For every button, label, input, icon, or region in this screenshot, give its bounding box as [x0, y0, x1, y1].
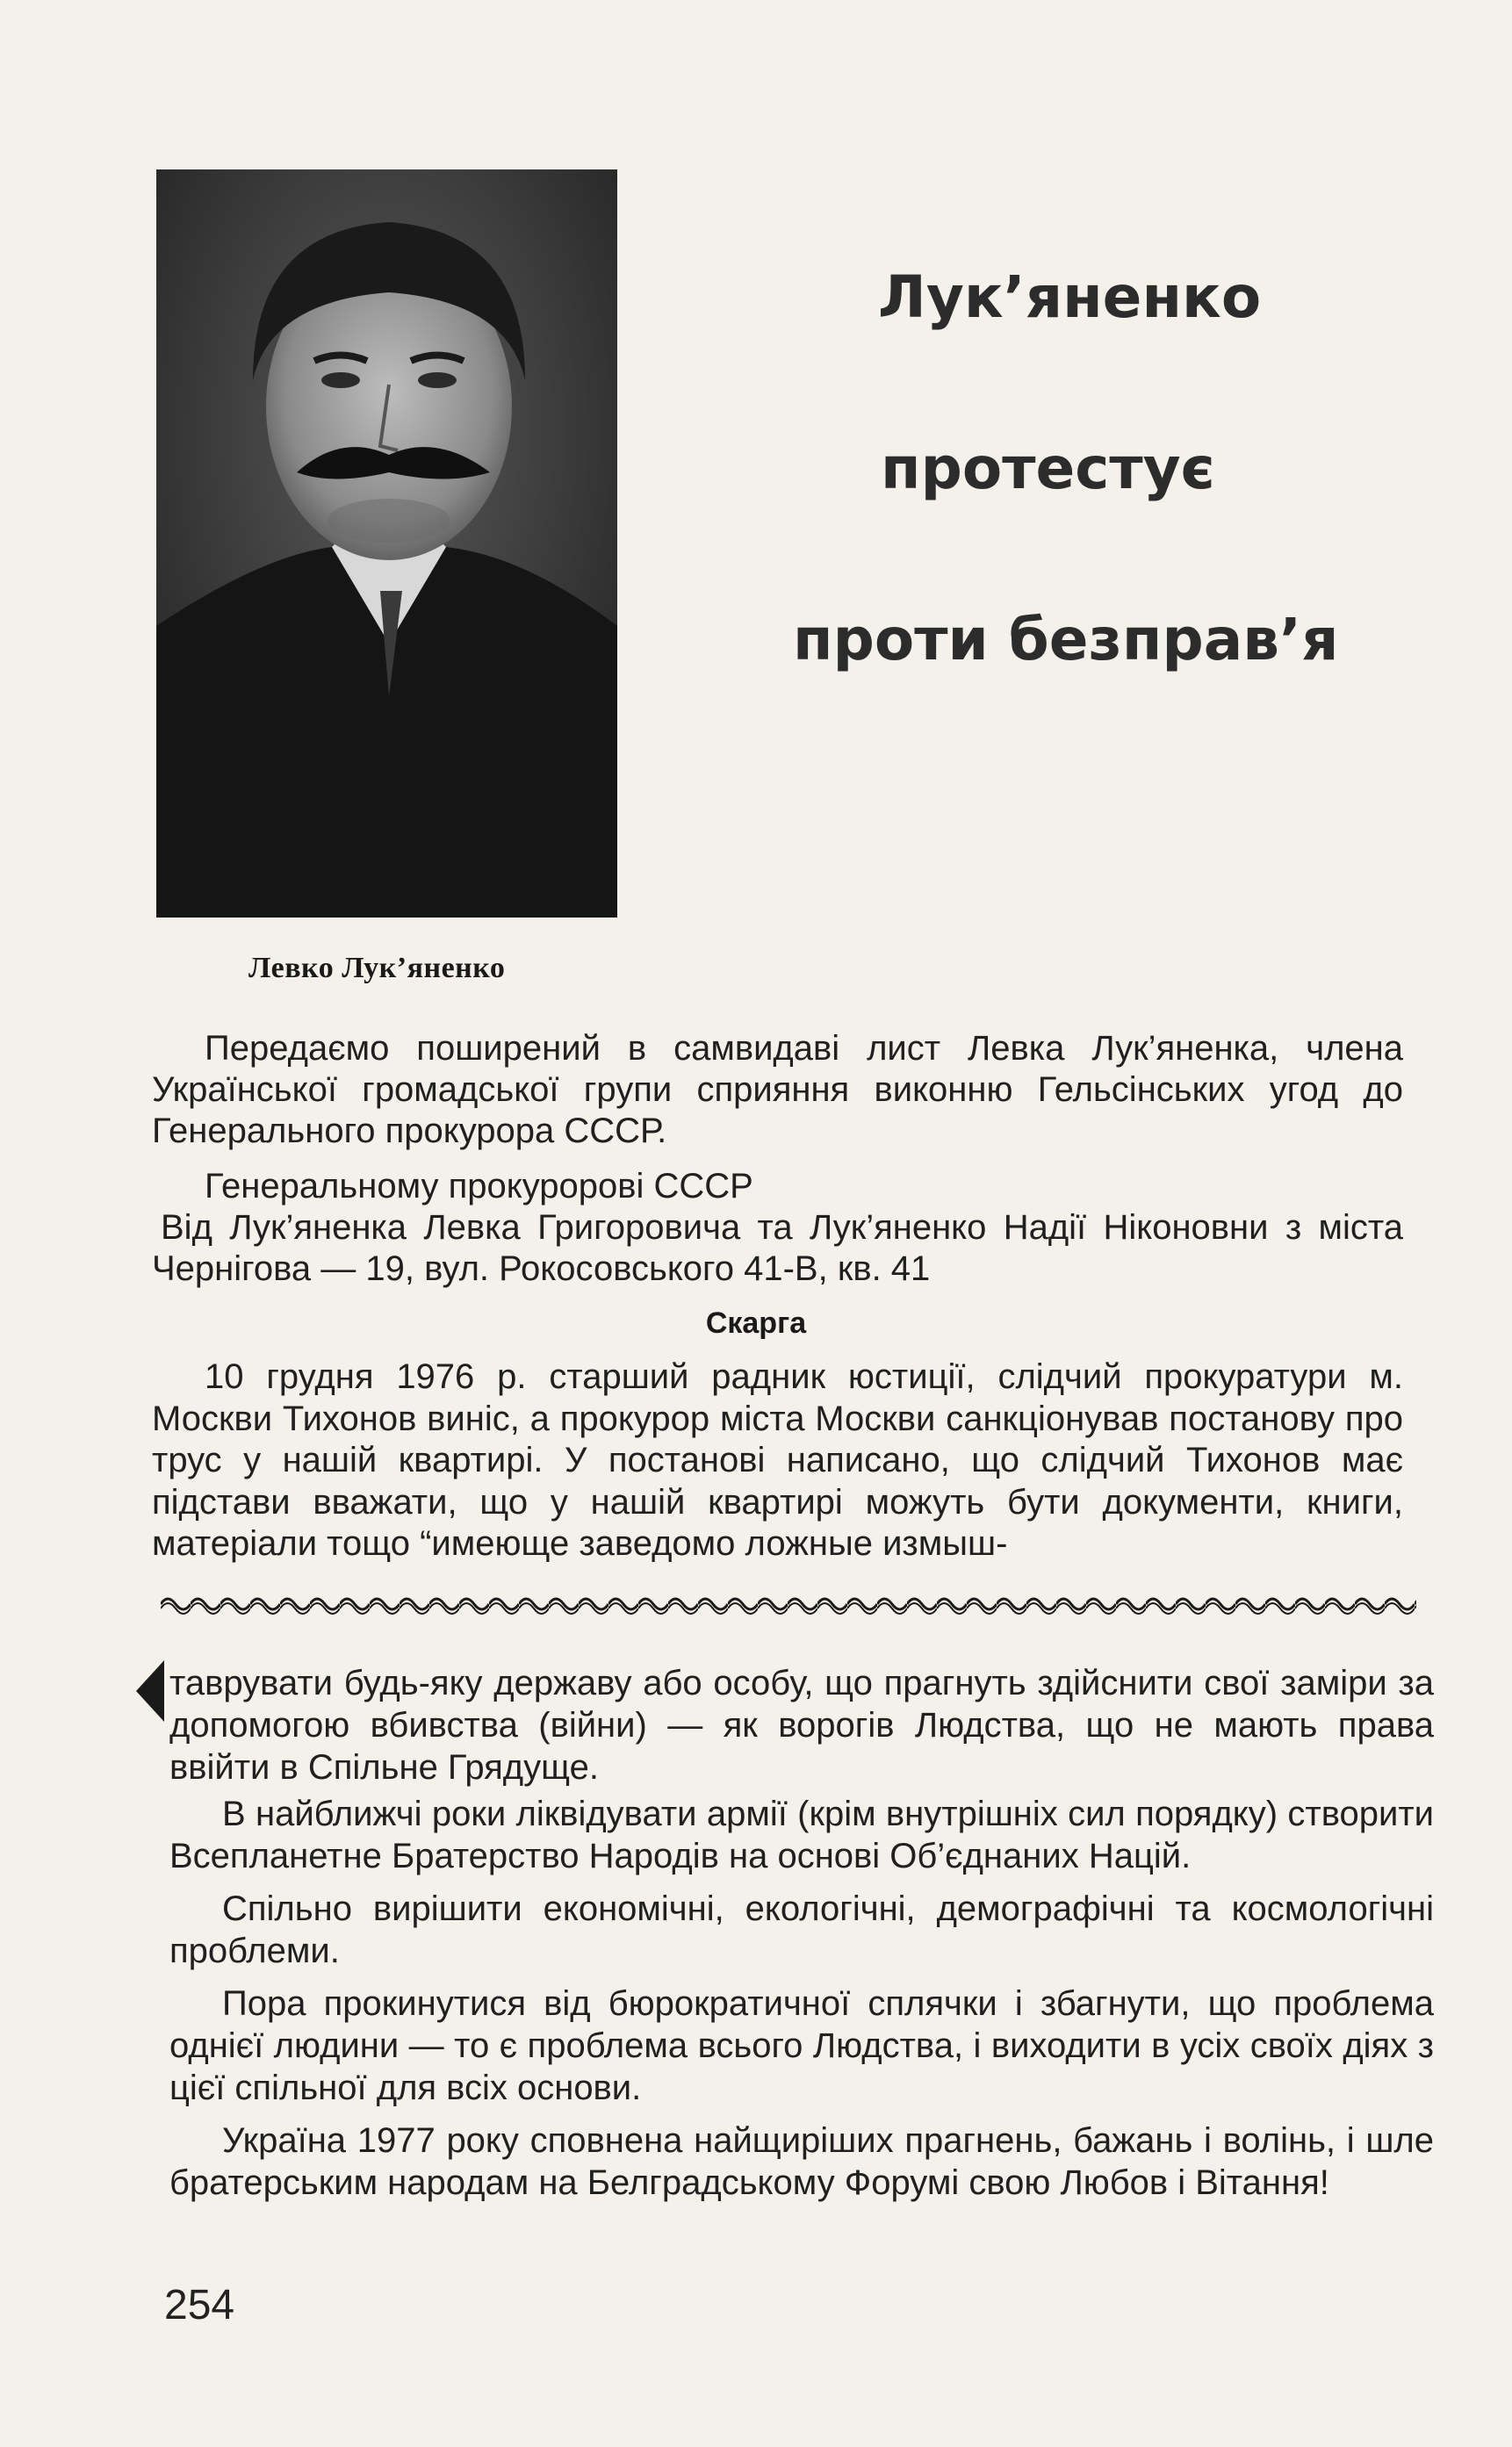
continued-paragraph-5: [169, 2120, 1434, 2204]
continued-text-4: Пора прокинутися від бюрократичної сплячки і збагнути, що проблема однієї людини — то є проблема всього Людства, і виходити в усіх своїх діях з цієї спільної для всіх основи.: [169, 1984, 1434, 2107]
continuation-marker-icon: [136, 1660, 164, 1722]
portrait-photo: [156, 169, 617, 918]
wave-ornament-icon: [161, 1591, 1416, 1617]
title-line-1: Лук’яненко: [878, 263, 1262, 331]
sender-line: [152, 1207, 1403, 1290]
continued-text-2: В найближчі роки ліквідувати армії (крім внутрішніх сил порядку) створити Всепланетне Братерство Народів на основі Об’єднаних Націй.: [169, 1795, 1434, 1875]
addressee-text: Генеральному прокуророві СССР: [205, 1167, 753, 1206]
continued-text-1: таврувати будь-яку державу або особу, що прагнуть здійснити свої заміри за допомогою вбивства (війни) — як ворогів Людства, що не мають права ввійти в Спільне Грядуще.: [169, 1664, 1434, 1787]
complaint-text: 10 грудня 1976 р. старший радник юстиції, слідчий прокуратури м. Москви Тихонов виніс, а прокурор міста Москви санкціонував постанову про трус у нашій квартирі. У постанові написано, що слідчий Тихонов має підстави вважати, що у нашій квартирі можуть бути документи, книги, матеріали тощо “имеюще заведомо ложные измыш-: [152, 1357, 1403, 1563]
complaint-heading: Скарга: [705, 1306, 807, 1340]
intro-paragraph: [152, 1028, 1403, 1152]
intro-text: Передаємо поширений в самвидаві лист Левка Лук’яненка, члена Української громадської групи сприяння виконню Гельсінських угод до Генерального прокурора СССР.: [152, 1029, 1403, 1150]
sender-text: Від Лук’яненка Левка Григоровича та Лук’яненко Надії Ніконовни з міста Чернігова — 19, вул. Рокосовського 41-В, кв. 41: [152, 1208, 1403, 1288]
continued-paragraph-1: [169, 1662, 1434, 1788]
photo-caption: Левко Лук’яненко: [248, 952, 506, 984]
title-line-3: проти безправ’я: [793, 606, 1339, 673]
continued-paragraph-2: [169, 1793, 1434, 1877]
complaint-paragraph: [152, 1357, 1403, 1565]
addressee-line: [152, 1166, 1403, 1207]
ornamental-divider: [161, 1591, 1416, 1617]
continued-paragraph-4: [169, 1983, 1434, 2109]
page-number: 254: [164, 2282, 235, 2328]
portrait-image: [156, 169, 617, 918]
continued-text-3: Спільно вирішити економічні, екологічні, демографічні та космологічні проблеми.: [169, 1889, 1434, 1970]
continued-text-5: Україна 1977 року сповнена найщиріших прагнень, бажань і волінь, і шле братерським народам на Белградському Форумі свою Любов і Вітання!: [169, 2121, 1434, 2202]
title-line-2: протестує: [881, 435, 1215, 502]
continued-paragraph-3: [169, 1888, 1434, 1972]
